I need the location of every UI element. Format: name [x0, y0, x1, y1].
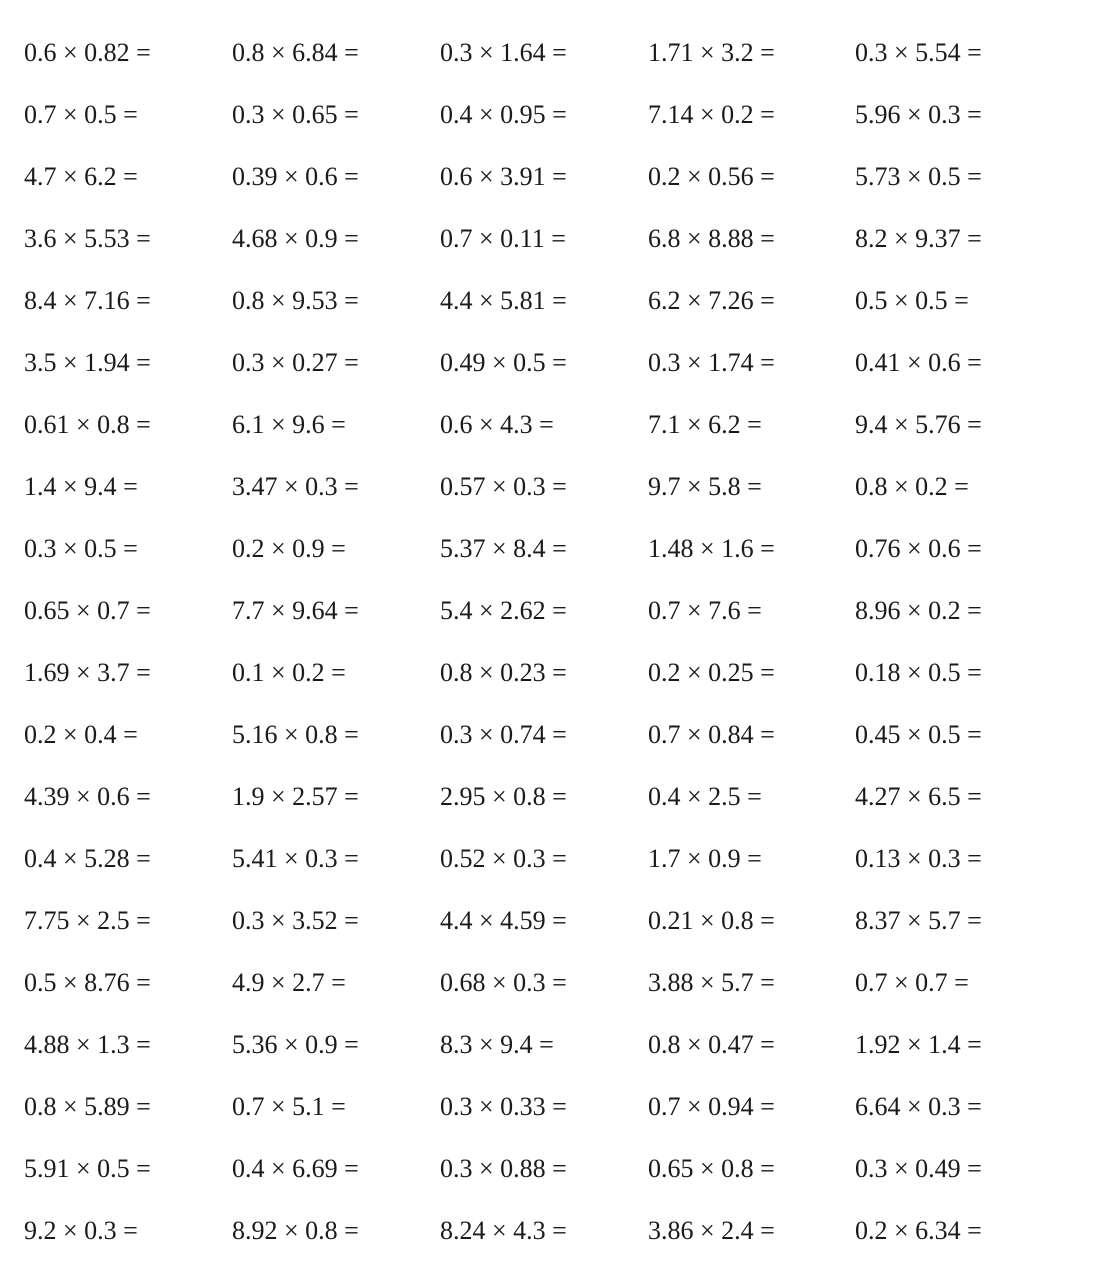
- problem-r7-c2: 6.1 × 9.6 =: [232, 410, 346, 439]
- problem-r10-c4: 0.7 × 7.6 =: [648, 596, 762, 625]
- problem-r6-c3: 0.49 × 0.5 =: [440, 348, 567, 377]
- problem-r6-c1: 3.5 × 1.94 =: [24, 348, 151, 377]
- problem-r1-c3: 0.3 × 1.64 =: [440, 38, 567, 67]
- problem-r5-c1: 8.4 × 7.16 =: [24, 286, 151, 315]
- problem-r11-c2: 0.1 × 0.2 =: [232, 658, 346, 687]
- problem-r16-c3: 0.68 × 0.3 =: [440, 968, 567, 997]
- problem-r10-c1: 0.65 × 0.7 =: [24, 596, 151, 625]
- problem-r13-c3: 2.95 × 0.8 =: [440, 782, 567, 811]
- problem-r17-c4: 0.8 × 0.47 =: [648, 1030, 775, 1059]
- problem-r9-c5: 0.76 × 0.6 =: [855, 534, 982, 563]
- problem-r15-c1: 7.75 × 2.5 =: [24, 906, 151, 935]
- problem-r19-c2: 0.4 × 6.69 =: [232, 1154, 359, 1183]
- problem-r8-c4: 9.7 × 5.8 =: [648, 472, 762, 501]
- problem-r7-c3: 0.6 × 4.3 =: [440, 410, 554, 439]
- problem-r2-c5: 5.96 × 0.3 =: [855, 100, 982, 129]
- problem-r18-c4: 0.7 × 0.94 =: [648, 1092, 775, 1121]
- problem-r15-c4: 0.21 × 0.8 =: [648, 906, 775, 935]
- problem-r14-c5: 0.13 × 0.3 =: [855, 844, 982, 873]
- problem-r2-c3: 0.4 × 0.95 =: [440, 100, 567, 129]
- problem-r3-c2: 0.39 × 0.6 =: [232, 162, 359, 191]
- problem-r14-c4: 1.7 × 0.9 =: [648, 844, 762, 873]
- problem-r16-c5: 0.7 × 0.7 =: [855, 968, 969, 997]
- problem-r6-c5: 0.41 × 0.6 =: [855, 348, 982, 377]
- problem-r9-c2: 0.2 × 0.9 =: [232, 534, 346, 563]
- problem-r14-c1: 0.4 × 5.28 =: [24, 844, 151, 873]
- problem-r20-c2: 8.92 × 0.8 =: [232, 1216, 359, 1245]
- problem-r4-c4: 6.8 × 8.88 =: [648, 224, 775, 253]
- problem-r10-c2: 7.7 × 9.64 =: [232, 596, 359, 625]
- problem-r5-c3: 4.4 × 5.81 =: [440, 286, 567, 315]
- problem-r1-c1: 0.6 × 0.82 =: [24, 38, 151, 67]
- problem-r14-c3: 0.52 × 0.3 =: [440, 844, 567, 873]
- problem-r18-c2: 0.7 × 5.1 =: [232, 1092, 346, 1121]
- problem-r7-c4: 7.1 × 6.2 =: [648, 410, 762, 439]
- problem-r3-c1: 4.7 × 6.2 =: [24, 162, 138, 191]
- problem-r7-c1: 0.61 × 0.8 =: [24, 410, 151, 439]
- problem-r15-c3: 4.4 × 4.59 =: [440, 906, 567, 935]
- problem-r12-c2: 5.16 × 0.8 =: [232, 720, 359, 749]
- problem-r17-c5: 1.92 × 1.4 =: [855, 1030, 982, 1059]
- problem-r17-c2: 5.36 × 0.9 =: [232, 1030, 359, 1059]
- problem-r20-c4: 3.86 × 2.4 =: [648, 1216, 775, 1245]
- problem-r4-c1: 3.6 × 5.53 =: [24, 224, 151, 253]
- problem-r12-c3: 0.3 × 0.74 =: [440, 720, 567, 749]
- problem-r16-c1: 0.5 × 8.76 =: [24, 968, 151, 997]
- problem-r19-c3: 0.3 × 0.88 =: [440, 1154, 567, 1183]
- problem-r20-c3: 8.24 × 4.3 =: [440, 1216, 567, 1245]
- problem-r13-c4: 0.4 × 2.5 =: [648, 782, 762, 811]
- problem-r15-c2: 0.3 × 3.52 =: [232, 906, 359, 935]
- problem-r9-c1: 0.3 × 0.5 =: [24, 534, 138, 563]
- problem-r13-c5: 4.27 × 6.5 =: [855, 782, 982, 811]
- problem-r5-c2: 0.8 × 9.53 =: [232, 286, 359, 315]
- problem-r17-c3: 8.3 × 9.4 =: [440, 1030, 554, 1059]
- problem-r3-c3: 0.6 × 3.91 =: [440, 162, 567, 191]
- problem-r7-c5: 9.4 × 5.76 =: [855, 410, 982, 439]
- problem-r4-c2: 4.68 × 0.9 =: [232, 224, 359, 253]
- problem-r9-c4: 1.48 × 1.6 =: [648, 534, 775, 563]
- problem-r4-c3: 0.7 × 0.11 =: [440, 224, 566, 253]
- problem-r10-c3: 5.4 × 2.62 =: [440, 596, 567, 625]
- problem-r3-c5: 5.73 × 0.5 =: [855, 162, 982, 191]
- problem-r2-c2: 0.3 × 0.65 =: [232, 100, 359, 129]
- problem-r18-c3: 0.3 × 0.33 =: [440, 1092, 567, 1121]
- problem-r8-c2: 3.47 × 0.3 =: [232, 472, 359, 501]
- problem-r2-c4: 7.14 × 0.2 =: [648, 100, 775, 129]
- problem-r11-c4: 0.2 × 0.25 =: [648, 658, 775, 687]
- problem-r3-c4: 0.2 × 0.56 =: [648, 162, 775, 191]
- problem-r13-c2: 1.9 × 2.57 =: [232, 782, 359, 811]
- problem-r18-c5: 6.64 × 0.3 =: [855, 1092, 982, 1121]
- problem-r20-c1: 9.2 × 0.3 =: [24, 1216, 138, 1245]
- problem-r1-c2: 0.8 × 6.84 =: [232, 38, 359, 67]
- problem-r19-c1: 5.91 × 0.5 =: [24, 1154, 151, 1183]
- problem-r4-c5: 8.2 × 9.37 =: [855, 224, 982, 253]
- problem-r16-c2: 4.9 × 2.7 =: [232, 968, 346, 997]
- problem-r1-c4: 1.71 × 3.2 =: [648, 38, 775, 67]
- problem-r6-c4: 0.3 × 1.74 =: [648, 348, 775, 377]
- problem-r17-c1: 4.88 × 1.3 =: [24, 1030, 151, 1059]
- problem-r11-c1: 1.69 × 3.7 =: [24, 658, 151, 687]
- problem-r8-c5: 0.8 × 0.2 =: [855, 472, 969, 501]
- problem-r1-c5: 0.3 × 5.54 =: [855, 38, 982, 67]
- problem-grid: [24, 34, 1062, 1274]
- problem-r12-c5: 0.45 × 0.5 =: [855, 720, 982, 749]
- problem-r18-c1: 0.8 × 5.89 =: [24, 1092, 151, 1121]
- problem-r6-c2: 0.3 × 0.27 =: [232, 348, 359, 377]
- problem-r19-c4: 0.65 × 0.8 =: [648, 1154, 775, 1183]
- problem-r11-c3: 0.8 × 0.23 =: [440, 658, 567, 687]
- problem-r5-c4: 6.2 × 7.26 =: [648, 286, 775, 315]
- problem-r5-c5: 0.5 × 0.5 =: [855, 286, 969, 315]
- problem-r12-c4: 0.7 × 0.84 =: [648, 720, 775, 749]
- problem-r8-c1: 1.4 × 9.4 =: [24, 472, 138, 501]
- problem-r13-c1: 4.39 × 0.6 =: [24, 782, 151, 811]
- problem-r19-c5: 0.3 × 0.49 =: [855, 1154, 982, 1183]
- problem-r10-c5: 8.96 × 0.2 =: [855, 596, 982, 625]
- problem-r20-c5: 0.2 × 6.34 =: [855, 1216, 982, 1245]
- problem-r2-c1: 0.7 × 0.5 =: [24, 100, 138, 129]
- problem-r14-c2: 5.41 × 0.3 =: [232, 844, 359, 873]
- problem-r12-c1: 0.2 × 0.4 =: [24, 720, 138, 749]
- problem-r8-c3: 0.57 × 0.3 =: [440, 472, 567, 501]
- problem-r15-c5: 8.37 × 5.7 =: [855, 906, 982, 935]
- problem-r11-c5: 0.18 × 0.5 =: [855, 658, 982, 687]
- problem-r16-c4: 3.88 × 5.7 =: [648, 968, 775, 997]
- problem-r9-c3: 5.37 × 8.4 =: [440, 534, 567, 563]
